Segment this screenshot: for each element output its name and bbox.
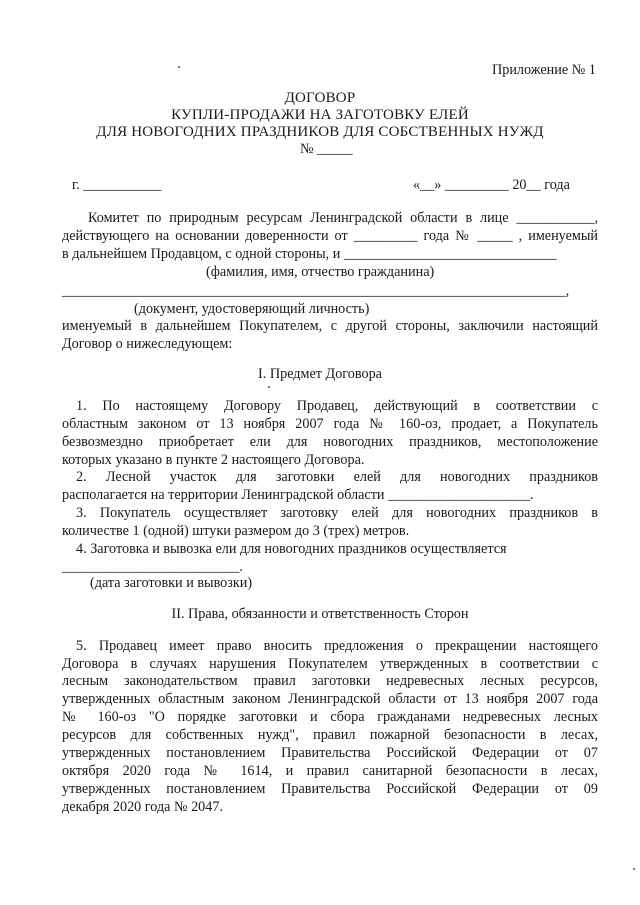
preamble-line: _______________________________________________________________________, [62, 283, 570, 299]
clause-line: 5. Продавец имеет право вносить предложения о прекращении настоящего [76, 638, 598, 654]
scan-speck [633, 868, 635, 870]
field-hint: (документ, удостоверяющий личность) [134, 301, 370, 317]
clause-line: 1. По настоящему Договору Продавец, действующий в соответствии с [76, 398, 598, 414]
contract-number: № _____ [300, 141, 353, 157]
section-heading: I. Предмет Договора [258, 366, 382, 382]
clause-line: Договора в случаях нарушения Покупателем утвержденных в соответствии с [62, 656, 598, 672]
clause-line: _________________________. [62, 559, 243, 575]
clause-line: областным законом от 13 ноября 2007 года № 160-оз, продает, а Покупатель [62, 416, 598, 432]
clause-line: декабря 2020 года № 2047. [62, 799, 224, 815]
field-hint: (фамилия, имя, отчество гражданина) [206, 264, 435, 280]
city-field: г. ___________ [72, 177, 162, 193]
document-subtitle: КУПЛИ-ПРОДАЖИ НА ЗАГОТОВКУ ЕЛЕЙ [171, 107, 469, 123]
clause-line: № 160-оз "О порядке заготовки и сбора гражданами недревесных лесных [62, 709, 598, 725]
scan-speck [268, 386, 270, 388]
appendix-label: Приложение № 1 [492, 62, 596, 78]
clause-line: утвержденных постановлением Правительства Российской Федерации от 07 [62, 745, 598, 761]
clause-line: лесным законодательством правил заготовки недревесных лесных ресурсов, [62, 673, 598, 689]
section-heading: II. Права, обязанности и ответственность Сторон [171, 606, 469, 622]
document-subtitle-2: ДЛЯ НОВОГОДНИХ ПРАЗДНИКОВ ДЛЯ СОБСТВЕННЫХ НУЖД [96, 124, 544, 140]
clause-line: 2. Лесной участок для заготовки елей для новогодних праздников [76, 469, 598, 485]
clause-line: ресурсов для собственных нужд", правил пожарной безопасности в лесах, [62, 727, 598, 743]
clause-line: 4. Заготовка и вывозка ели для новогодних праздников осуществляется [76, 541, 507, 557]
clause-line: располагается на территории Ленинградской области ____________________. [62, 487, 534, 503]
preamble-line: Комитет по природным ресурсам Ленинградской области в лице ___________, [88, 210, 598, 226]
clause-line: безвозмездно приобретает ели для новогодних праздников, местоположение [62, 434, 598, 450]
clause-line: 3. Покупатель осуществляет заготовку елей для новогодних праздников в [76, 505, 598, 521]
document-title: ДОГОВОР [284, 90, 356, 106]
clause-line: количестве 1 (одной) штуки размером до 3 (трех) метров. [62, 523, 410, 539]
preamble-line: в дальнейшем Продавцом, с одной стороны, и ______________________________ [62, 246, 557, 262]
clause-line: утвержденных областным законом Ленинградской области от 13 ноября 2007 года [62, 691, 598, 707]
date-field: «__» _________ 20__ года [413, 177, 570, 193]
field-hint: (дата заготовки и вывозки) [90, 575, 253, 591]
preamble-line: действующего на основании доверенности от _________ года № _____ , именуемый [62, 228, 598, 244]
preamble-line: именуемый в дальнейшем Покупателем, с другой стороны, заключили настоящий [62, 318, 598, 334]
clause-line: утвержденных постановлением Правительства Российской Федерации от 09 [62, 781, 598, 797]
scan-speck [178, 66, 180, 68]
clause-line: октября 2020 года № 1614, и правил санитарной безопасности в лесах, [62, 763, 598, 779]
preamble-line: Договор о нижеследующем: [62, 336, 233, 352]
clause-line: которых указано в пункте 2 настоящего Договора. [62, 452, 365, 468]
